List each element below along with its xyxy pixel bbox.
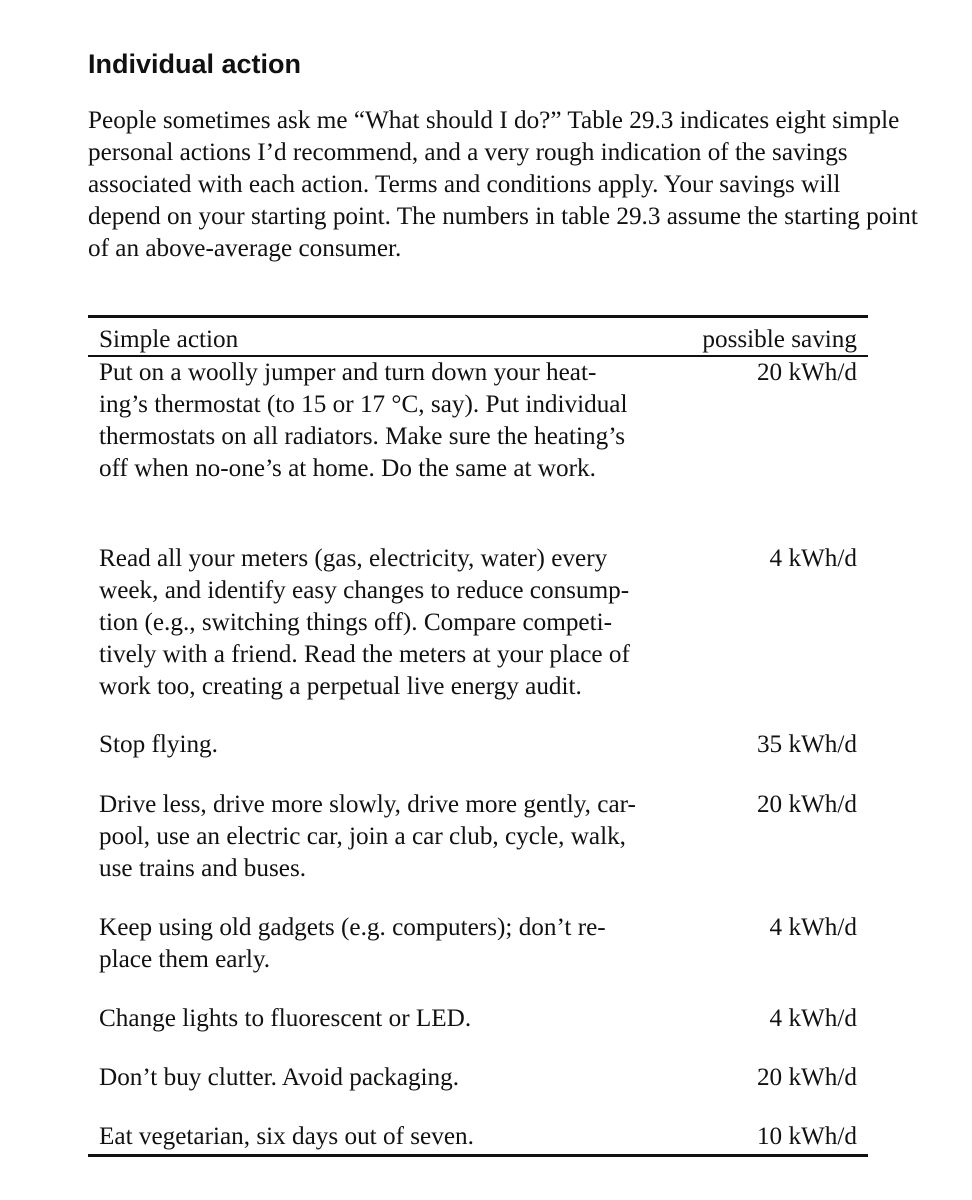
table-row [88, 1121, 868, 1153]
table-row [88, 357, 868, 485]
table-row [88, 1062, 868, 1094]
header-simple-action: Simple action [99, 326, 239, 353]
row-action-text: Don’t buy clutter. Avoid packaging. [99, 1063, 460, 1091]
table-row [88, 729, 868, 761]
table-row [88, 912, 868, 976]
row-action-text: Keep using old gadgets (e.g. computers); don’t re- place them early. [99, 913, 606, 973]
table-bottom-rule [88, 1154, 868, 1157]
row-action-text: Drive less, drive more slowly, drive more gently, car- pool, use an electric car, join a car club, cycle, walk, use trains and buses. [99, 790, 636, 882]
table-row [88, 543, 868, 703]
row-action-text: Eat vegetarian, six days out of seven. [99, 1122, 474, 1150]
row-saving-value: 20 kWh/d [756, 790, 857, 818]
section-heading: Individual action [88, 49, 302, 79]
row-action-text: Stop flying. [99, 730, 218, 758]
row-action-text: Read all your meters (gas, electricity, water) every week, and identify easy changes to reduce consump- tion (e.g., switching things off). Compare competi- tively with a friend. Read the meters at your place of work too, creating a perpetual live energy audit. [99, 544, 630, 700]
row-action-text: Change lights to fluorescent or LED. [99, 1004, 472, 1032]
row-saving-value: 35 kWh/d [756, 730, 857, 758]
header-possible-saving: possible saving [702, 326, 857, 353]
row-saving-value: 4 kWh/d [769, 1004, 857, 1032]
row-saving-value: 10 kWh/d [756, 1122, 857, 1150]
row-saving-value: 4 kWh/d [769, 544, 857, 572]
row-action-text: Put on a woolly jumper and turn down your heat- ing’s thermostat (to 15 or 17 °C, say). Put individual thermostats on all radiators. Make sure the heating’s off when no-one’s at home. Do the same at work. [99, 358, 628, 482]
row-saving-value: 20 kWh/d [756, 1063, 857, 1091]
row-saving-value: 20 kWh/d [756, 358, 857, 386]
table-row [88, 1003, 868, 1035]
table-header-row [88, 318, 868, 355]
table-row [88, 789, 868, 885]
intro-paragraph: People sometimes ask me “What should I do?” Table 29.3 indicates eight simple personal actions I’d recommend, and a very rough indication of the savings associated with each action. Terms and conditions apply. Your savings will depend on your starting point. The numbers in table 29.3 assume the starting point of an above-average consumer. [88, 107, 918, 262]
row-saving-value: 4 kWh/d [769, 913, 857, 941]
actions-table [88, 315, 868, 1150]
